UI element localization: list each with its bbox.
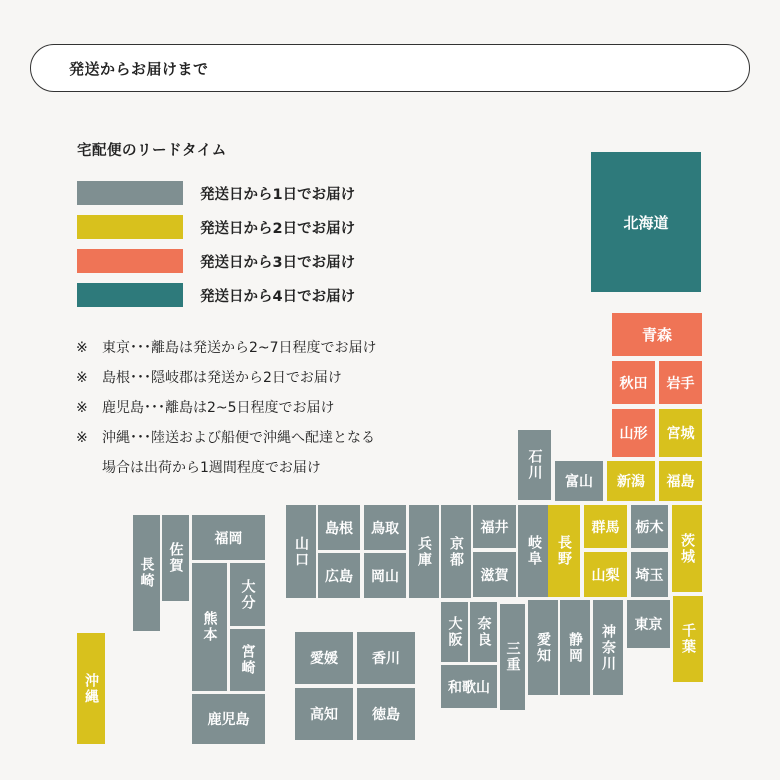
note-okinawa-continued: 場合は出荷から1週間程度でお届け	[102, 460, 321, 476]
pref-fukushima: 福島	[659, 461, 702, 501]
pref-shimane: 島根	[318, 505, 360, 550]
pref-fukuoka: 福岡	[192, 515, 265, 560]
pref-hiroshima: 広島	[318, 553, 360, 598]
legend-swatch	[77, 181, 183, 205]
pref-osaka: 大阪	[441, 602, 468, 662]
pref-niigata: 新潟	[607, 461, 655, 501]
pref-shizuoka: 静岡	[560, 600, 590, 695]
pref-gunma: 群馬	[584, 505, 627, 548]
legend-swatch	[77, 283, 183, 307]
note-tokyo: ※ 東京･･･離島は発送から2~7日程度でお届け	[76, 340, 377, 356]
legend-title: 宅配便のリードタイム	[77, 143, 227, 159]
pref-aomori: 青森	[612, 313, 702, 356]
pref-nagano: 長野	[548, 505, 580, 597]
pref-miyagi: 宮城	[659, 409, 702, 457]
pref-toyama: 富山	[555, 461, 603, 501]
pref-wakayama: 和歌山	[441, 665, 497, 708]
pref-kagoshima: 鹿児島	[192, 694, 265, 744]
pref-gifu: 岐阜	[518, 505, 550, 597]
pref-ibaraki: 茨城	[672, 505, 702, 592]
pref-ishikawa: 石川	[518, 430, 551, 500]
legend-swatch	[77, 249, 183, 273]
pref-fukui: 福井	[473, 505, 516, 548]
pref-shiga: 滋賀	[473, 552, 516, 597]
pref-tokyo: 東京	[627, 600, 670, 648]
section-header	[30, 44, 750, 92]
pref-yamagata: 山形	[612, 409, 655, 457]
pref-saitama: 埼玉	[631, 552, 668, 597]
section-title: 発送からお届けまで	[69, 60, 209, 78]
pref-hyogo: 兵庫	[409, 505, 439, 598]
note-okinawa: ※ 沖縄･･･陸送および船便で沖縄へ配達となる	[76, 430, 375, 446]
legend-label: 発送日から1日でお届け	[200, 187, 356, 203]
pref-yamaguchi: 山口	[286, 505, 316, 598]
pref-miyazaki: 宮崎	[230, 629, 265, 691]
pref-akita: 秋田	[612, 361, 655, 404]
pref-hokkaido: 北海道	[591, 152, 701, 292]
pref-kagawa: 香川	[357, 632, 415, 684]
pref-nagasaki: 長崎	[133, 515, 160, 631]
pref-okayama: 岡山	[364, 553, 406, 598]
pref-yamanashi: 山梨	[584, 552, 627, 597]
pref-tokushima: 徳島	[357, 688, 415, 740]
legend-swatch	[77, 215, 183, 239]
pref-ehime: 愛媛	[295, 632, 353, 684]
pref-kyoto: 京都	[441, 505, 471, 598]
note-kagoshima: ※ 鹿児島･･･離島は2~5日程度でお届け	[76, 400, 335, 416]
pref-aichi: 愛知	[528, 600, 558, 695]
pref-kochi: 高知	[295, 688, 353, 740]
note-shimane: ※ 島根･･･隠岐郡は発送から2日でお届け	[76, 370, 342, 386]
legend-label: 発送日から3日でお届け	[200, 255, 356, 271]
pref-kanagawa: 神奈川	[593, 600, 623, 695]
pref-tochigi: 栃木	[631, 505, 668, 548]
pref-kumamoto: 熊本	[192, 563, 227, 691]
pref-oita: 大分	[230, 563, 265, 626]
pref-okinawa: 沖縄	[77, 633, 105, 744]
pref-iwate: 岩手	[659, 361, 702, 404]
legend-label: 発送日から2日でお届け	[200, 221, 356, 237]
legend-label: 発送日から4日でお届け	[200, 289, 356, 305]
pref-mie: 三重	[500, 604, 525, 710]
pref-chiba: 千葉	[673, 596, 703, 682]
notes	[76, 333, 496, 483]
pref-tottori: 鳥取	[364, 505, 406, 550]
pref-saga: 佐賀	[162, 515, 189, 601]
pref-nara: 奈良	[470, 602, 497, 662]
